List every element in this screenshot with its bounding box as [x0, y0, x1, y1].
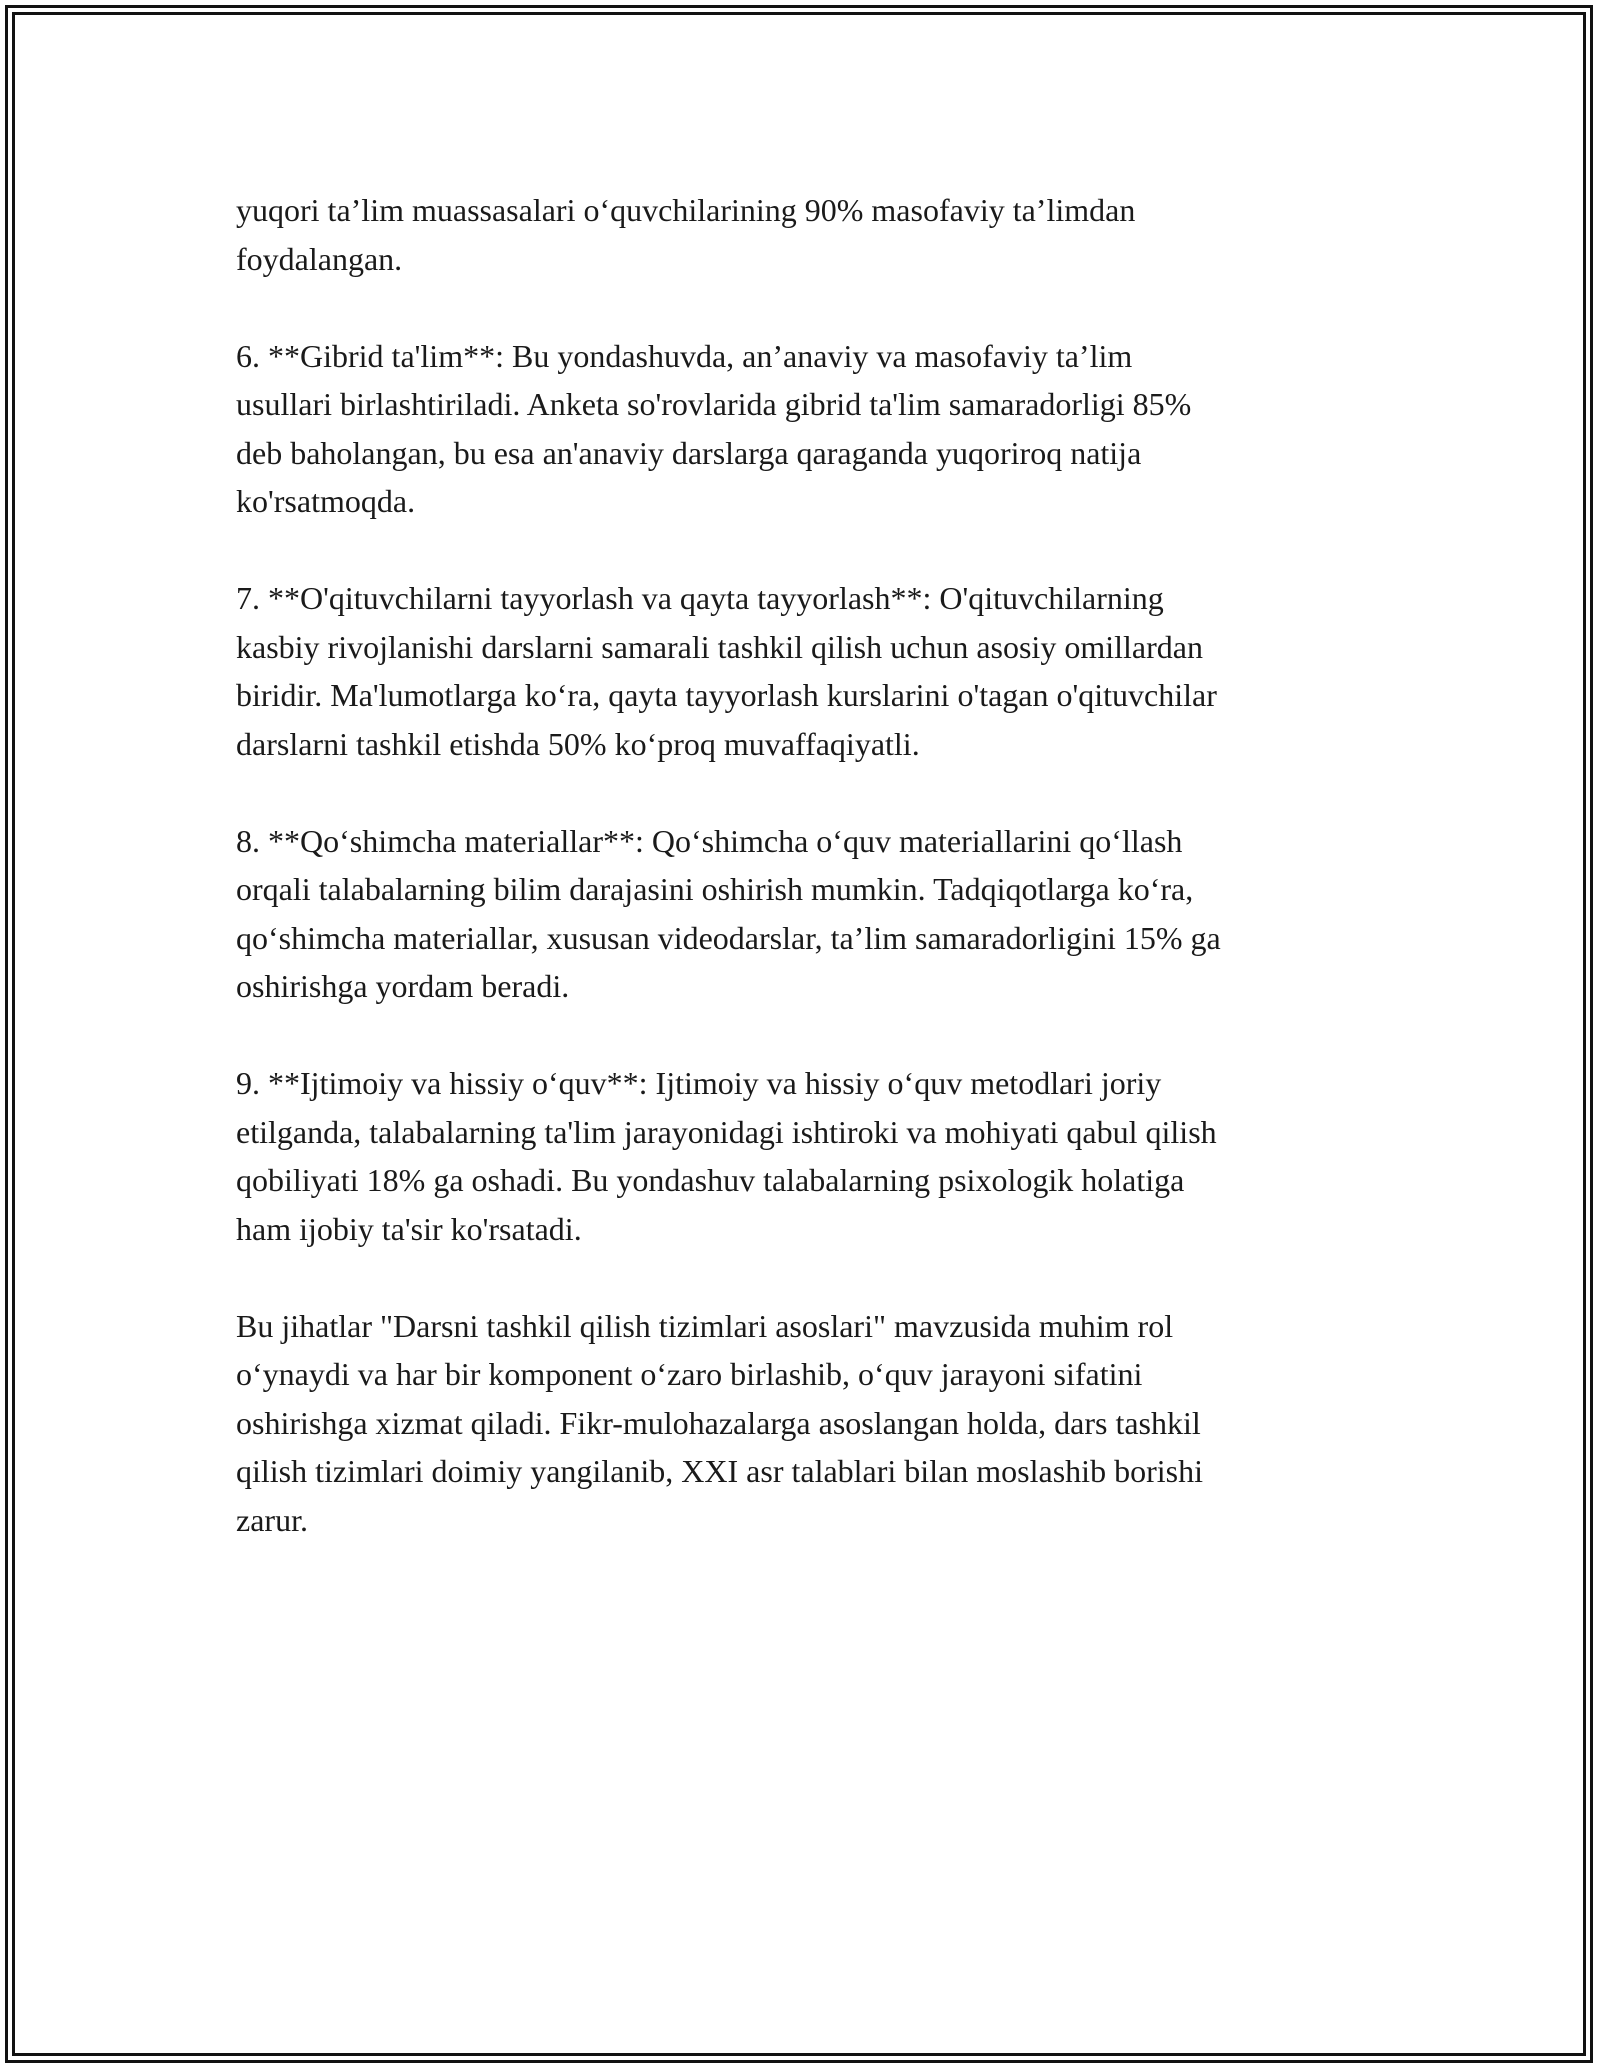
paragraph-conclusion: Bu jihatlar "Darsni tashkil qilish tizimlari asoslari" mavzusida muhim rol o‘ynaydi va har bir komponent o‘zaro birlashib, o‘quv jarayoni sifatini oshirishga xizmat qiladi. Fikr-mulohazalarga asoslangan holda, dars tashkil qilish tizimlari doimiy yangilanib, XXI asr talablari bilan moslashib borishi zarur.	[236, 1307, 1203, 1538]
paragraph-intro-continuation: yuqori ta’lim muassasalari o‘quvchilarining 90% masofaviy ta’limdan foydalangan.	[236, 192, 1136, 277]
paragraph-item-8-supplementary-materials: 8. **Qo‘shimcha materiallar**: Qo‘shimcha o‘quv materiallarini qo‘llash orqali talabalarning bilim darajasini oshirish mumkin. Tadqiqotlarga ko‘ra, qo‘shimcha materiallar, xususan videodarslar, ta’lim samaradorligini 15% ga oshirishga yordam beradi.	[236, 822, 1221, 1004]
paragraph-item-6-hybrid-learning: 6. **Gibrid ta'lim**: Bu yondashuvda, an’anaviy va masofaviy ta’lim usullari birlashtiriladi. Anketa so'rovlarida gibrid ta'lim samaradorligi 85% deb baholangan, bu esa an'anaviy darslarga qaraganda yuqoriroq natija ko'rsatmoqda.	[236, 337, 1192, 519]
paragraph-item-9-social-emotional-learning: 9. **Ijtimoiy va hissiy o‘quv**: Ijtimoiy va hissiy o‘quv metodlari joriy etilganda, talabalarning ta'lim jarayonidagi ishtiroki va mohiyati qabul qilish qobiliyati 18% ga oshadi. Bu yondashuv talabalarning psixologik holatiga ham ijobiy ta'sir ko'rsatadi.	[236, 1065, 1217, 1247]
document-body	[236, 186, 1396, 1593]
paragraph-item-7-teacher-training: 7. **O'qituvchilarni tayyorlash va qayta tayyorlash**: O'qituvchilarning kasbiy rivojlanishi darslarni samarali tashkil qilish uchun asosiy omillardan biridir. Ma'lumotlarga ko‘ra, qayta tayyorlash kurslarini o'tagan o'qituvchilar darslarni tashkil etishda 50% ko‘proq muvaffaqiyatli.	[236, 580, 1217, 762]
